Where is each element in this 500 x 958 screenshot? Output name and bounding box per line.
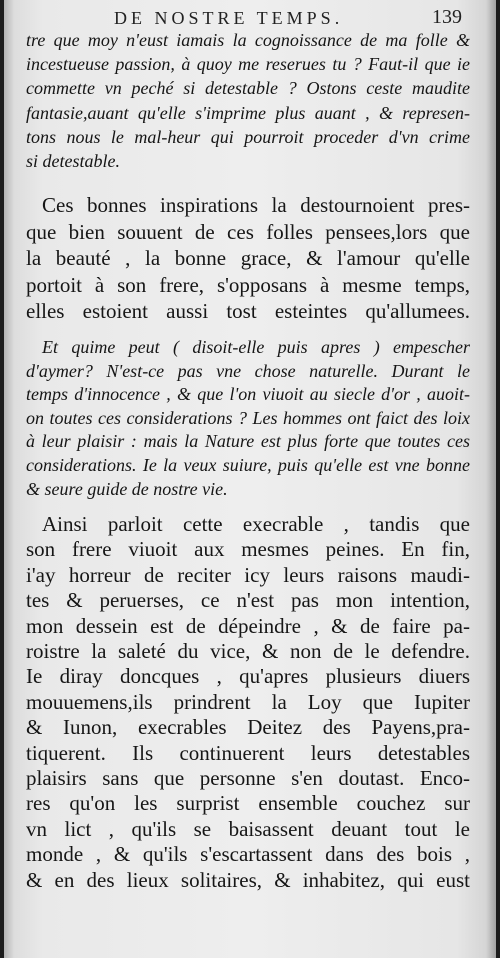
text-line: temps d'innocence , & que l'on viuoit au siecle d'or , auoit- <box>26 384 470 405</box>
text-line: si detestable. <box>26 151 120 172</box>
text-line: i'ay horreur de reciter icy leurs raisons maudi- <box>26 562 470 587</box>
text-line: on toutes ces considerations ? Les hommes ont faict des loix <box>26 407 470 428</box>
text-line: res qu'on les surprist ensemble couchez sur <box>26 791 470 816</box>
text-line: tons nous le mal-heur qui pourroit proceder d'vn crime <box>26 126 470 147</box>
text-line: vn lict , qu'ils se baisassent deuant tout le <box>26 816 470 841</box>
text-line: commette vn peché si detestable ? Ostons ceste maudite <box>26 78 470 99</box>
text-line: incestueuse passion, à quoy me reserues tu ? Faut-il que ie <box>26 54 470 75</box>
text-line: considerations. Ie la veux suiure, puis qu'elle est vne bonne <box>26 454 470 475</box>
text-line: Ie diray doncques , qu'apres plusieurs diuers <box>26 664 470 689</box>
text-line: à leur plaisir : mais la Nature est plus forte que toutes ces <box>26 431 470 452</box>
roman-paragraph-1 <box>26 192 470 325</box>
text-line: roistre la saleté du vice, & non de le defendre. <box>26 639 470 664</box>
text-line: & en des lieux solitaires, & inhabitez, qui eust <box>26 867 470 892</box>
page-header <box>4 6 496 30</box>
text-line: Ces bonnes inspirations la destournoient pres- <box>42 193 470 217</box>
text-line: tiquerent. Ils continuerent leurs detestables <box>26 740 470 765</box>
text-line: & Iunon, execrables Deitez des Payens,pra- <box>26 715 470 740</box>
page-right-edge-shadow <box>486 0 496 958</box>
text-line: la beauté , la bonne grace, & l'amour qu'elle <box>26 246 470 271</box>
text-line: que bien souuent de ces folles pensees,lors que <box>26 219 470 244</box>
text-line: & seure guide de nostre vie. <box>26 478 228 499</box>
text-line: Ainsi parloit cette execrable , tandis que <box>42 512 470 536</box>
running-title: DE NOSTRE TEMPS. <box>114 8 344 28</box>
text-line: fantasie,auant qu'elle s'imprime plus auant , & represen- <box>26 102 470 123</box>
text-line: elles estoient aussi tost esteintes qu'allumees. <box>26 299 470 324</box>
italic-passage-2 <box>26 336 470 501</box>
text-line: mouuemens,ils prindrent la Loy que Iupiter <box>26 689 470 714</box>
text-line: monde , & qu'ils s'escartassent dans des bois , <box>26 842 470 867</box>
text-line: son frere viuoit aux mesmes peines. En fin, <box>26 537 470 562</box>
text-line: Et quime peut ( disoit-elle puis apres ) empescher <box>42 337 470 357</box>
text-line: tre que moy n'eust iamais la cognoissance de ma folle & <box>26 30 470 50</box>
book-page <box>4 0 496 958</box>
text-line: mon dessein est de dépeindre , & de faire pa- <box>26 613 470 638</box>
text-line: portoit à son frere, s'opposans à mesme temps, <box>26 272 470 297</box>
text-line: plaisirs sans que personne s'en doutast. Enco- <box>26 766 470 791</box>
roman-paragraph-2 <box>26 512 470 893</box>
text-line: tes & peruerses, ce n'est pas mon intention, <box>26 588 470 613</box>
page-number: 139 <box>432 6 462 28</box>
page-left-edge-shadow <box>4 0 14 958</box>
italic-passage-1 <box>26 28 470 173</box>
text-line: d'aymer? N'est-ce pas vne chose naturelle. Durant le <box>26 360 470 381</box>
